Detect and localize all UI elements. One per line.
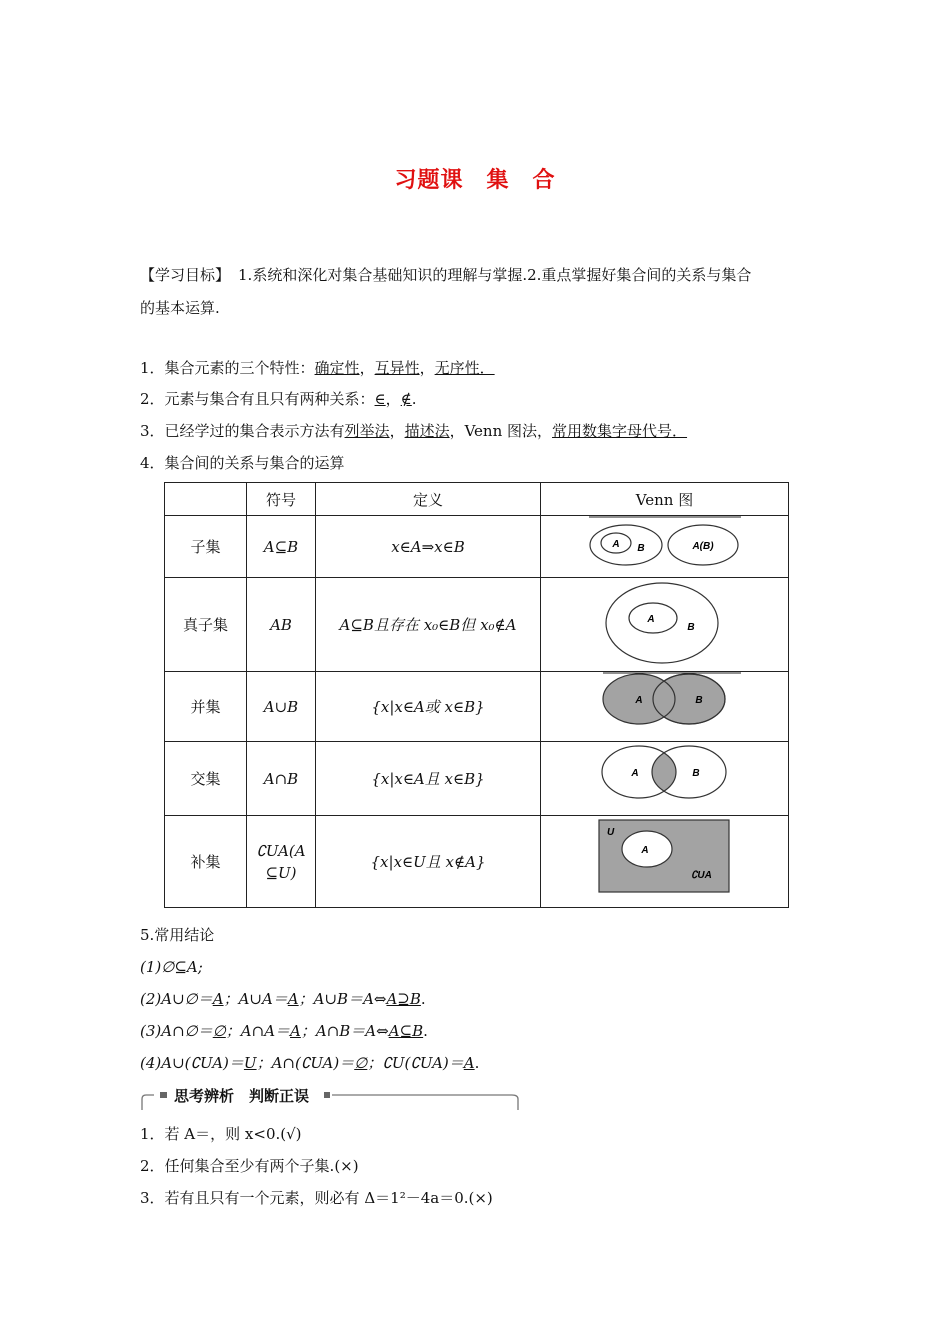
- venn-intersection: [541, 742, 789, 816]
- objectives-text1: 1.系统和深化对集合基础知识的理解与掌握.2.重点掌握好集合间的关系与集合: [238, 266, 752, 284]
- point-3-mid: ，Venn 图法，: [449, 422, 553, 440]
- table-row: [165, 516, 789, 578]
- row-definition: [316, 742, 541, 816]
- c3-mid2: ；A∩B＝A⇔: [300, 1022, 389, 1040]
- row-name: 真子集: [165, 578, 247, 672]
- venn-label-b: B: [692, 768, 700, 779]
- table-header-symbol: 符号: [247, 483, 316, 516]
- point-2-prefix: 2．元素与集合有且只有两种关系：: [140, 390, 375, 408]
- point-1-b: 互异性: [374, 359, 420, 377]
- row-symbol: [247, 578, 316, 672]
- venn-complement-diagram: [541, 816, 788, 903]
- row-name: 交集: [165, 742, 247, 816]
- table-row: [165, 672, 789, 742]
- venn-label-ab: A(B): [692, 541, 714, 552]
- judgment-3: 3．若有且只有一个元素，则必有 Δ＝1²－4a＝0.(×): [140, 1189, 493, 1207]
- objectives-line2: 的基本运算.: [140, 299, 220, 317]
- venn-label-u: U: [607, 827, 615, 838]
- venn-subset-diagram: [541, 516, 788, 573]
- judgment-2: 2．任何集合至少有两个子集.(×): [140, 1157, 359, 1175]
- venn-label-b: B: [695, 695, 703, 706]
- definition-text: x∈A⇒x∈B: [391, 537, 465, 556]
- venn-label-a: A: [647, 614, 655, 625]
- c2-c: A⊇B: [386, 990, 421, 1008]
- row-symbol: [247, 742, 316, 816]
- table-header-venn: Venn 图: [541, 483, 789, 516]
- banner-label: 思考辨析 判断正误: [174, 1087, 310, 1105]
- point-1-sep2: ，: [419, 359, 435, 377]
- definition-text: {x|x∈A且 x∈B}: [371, 770, 485, 788]
- symbol-text: A∪B: [263, 697, 299, 716]
- venn-union: [541, 672, 789, 742]
- point-3-prefix: 3．已经学过的集合表示方法有: [140, 422, 345, 440]
- point-3-b: 描述法: [404, 422, 450, 440]
- venn-proper-subset-diagram: [541, 578, 788, 667]
- c3-end: .: [423, 1022, 428, 1040]
- conclusion-3: [140, 1021, 428, 1041]
- definition-text: {x|x∈U且 x∉A}: [370, 853, 486, 871]
- c4-pre: (4)A∪(∁UA)＝: [140, 1054, 244, 1072]
- point-4: 4．集合间的关系与集合的运算: [140, 454, 345, 472]
- symbol-text: A∩B: [263, 769, 299, 788]
- c2-mid2: ；A∪B＝A⇔: [298, 990, 387, 1008]
- venn-label-a: A: [635, 695, 643, 706]
- venn-subset: [541, 516, 789, 578]
- point-3-c: 常用数集字母代号．: [552, 422, 688, 440]
- c4-c: A: [463, 1054, 475, 1072]
- objectives-line1: [140, 265, 751, 285]
- set-operations-table: [164, 482, 789, 908]
- row-definition: [316, 516, 541, 578]
- venn-label-complement: ∁UA: [691, 870, 712, 881]
- point-1: [140, 358, 495, 378]
- c3-pre: (3)A∩∅＝: [140, 1022, 213, 1040]
- conclusion-1-text: (1)∅⊆A;: [140, 958, 203, 976]
- row-definition: [316, 672, 541, 742]
- row-name: 补集: [165, 816, 247, 908]
- objectives-label: 【学习目标】: [140, 266, 231, 284]
- point-1-sep1: ，: [359, 359, 375, 377]
- point-2: [140, 389, 417, 409]
- venn-complement: [541, 816, 789, 908]
- venn-label-a: A: [612, 539, 620, 550]
- venn-union-diagram: [541, 672, 788, 737]
- symbol-text-line1: ∁UA(A: [256, 841, 306, 860]
- row-symbol: [247, 672, 316, 742]
- symbol-text: AB: [270, 615, 292, 634]
- point-3: [140, 421, 687, 441]
- conclusion-2: [140, 989, 426, 1009]
- c4-mid2: ；∁U(∁UA)＝: [367, 1054, 464, 1072]
- symbol-text: A⊆B: [263, 537, 299, 556]
- point-2-sep: ，: [385, 390, 401, 408]
- row-name: 子集: [165, 516, 247, 578]
- c2-a: A: [212, 990, 224, 1008]
- point-2-b: ∉: [400, 390, 412, 408]
- row-definition: [316, 578, 541, 672]
- c4-b: ∅: [354, 1054, 368, 1072]
- row-definition: [316, 816, 541, 908]
- page-title: 习题课 集 合: [394, 168, 556, 193]
- table-header-row: [165, 483, 789, 516]
- c4-mid1: ；A∩(∁UA)＝: [256, 1054, 355, 1072]
- c3-mid1: ；A∩A＝: [225, 1022, 291, 1040]
- table-header-blank: [165, 483, 247, 516]
- venn-label-b: B: [687, 622, 695, 633]
- c3-c: A⊆B: [388, 1022, 424, 1040]
- point-2-a: ∈: [374, 390, 386, 408]
- judgment-1: 1．若 A＝，则 x<0.(√): [140, 1125, 302, 1143]
- venn-intersection-diagram: [541, 742, 788, 811]
- conclusions-heading: 5.常用结论: [140, 926, 215, 944]
- section-banner: [140, 1083, 520, 1111]
- definition-text: {x|x∈A或 x∈B}: [371, 698, 485, 716]
- row-symbol: [247, 516, 316, 578]
- venn-label-b: B: [637, 543, 645, 554]
- venn-proper-subset: [541, 578, 789, 672]
- row-name: 并集: [165, 672, 247, 742]
- venn-label-a: A: [641, 845, 649, 856]
- table-row: [165, 742, 789, 816]
- point-2-end: .: [411, 390, 417, 408]
- c2-pre: (2)A∪∅＝: [140, 990, 213, 1008]
- venn-label-a: A: [631, 768, 639, 779]
- point-1-c: 无序性．: [434, 359, 495, 377]
- table-header-definition: 定义: [316, 483, 541, 516]
- table-row: [165, 578, 789, 672]
- conclusion-1: [140, 957, 203, 977]
- point-3-sep1: ，: [389, 422, 405, 440]
- c2-b: A: [287, 990, 299, 1008]
- c2-mid1: ；A∪A＝: [223, 990, 288, 1008]
- point-1-a: 确定性: [314, 359, 360, 377]
- c3-b: A: [290, 1022, 301, 1040]
- c2-end: .: [420, 990, 426, 1008]
- c4-a: U: [243, 1054, 257, 1072]
- row-symbol: [247, 816, 316, 908]
- table-row: [165, 816, 789, 908]
- point-1-prefix: 1．集合元素的三个特性：: [140, 359, 315, 377]
- definition-text: A⊆B且存在 x₀∈B但 x₀∉A: [339, 616, 517, 634]
- c4-end: .: [474, 1054, 480, 1072]
- symbol-text-line2: ⊆U): [265, 863, 297, 882]
- point-3-a: 列举法: [344, 422, 390, 440]
- c3-a: ∅: [212, 1022, 226, 1040]
- conclusion-4: [140, 1053, 479, 1073]
